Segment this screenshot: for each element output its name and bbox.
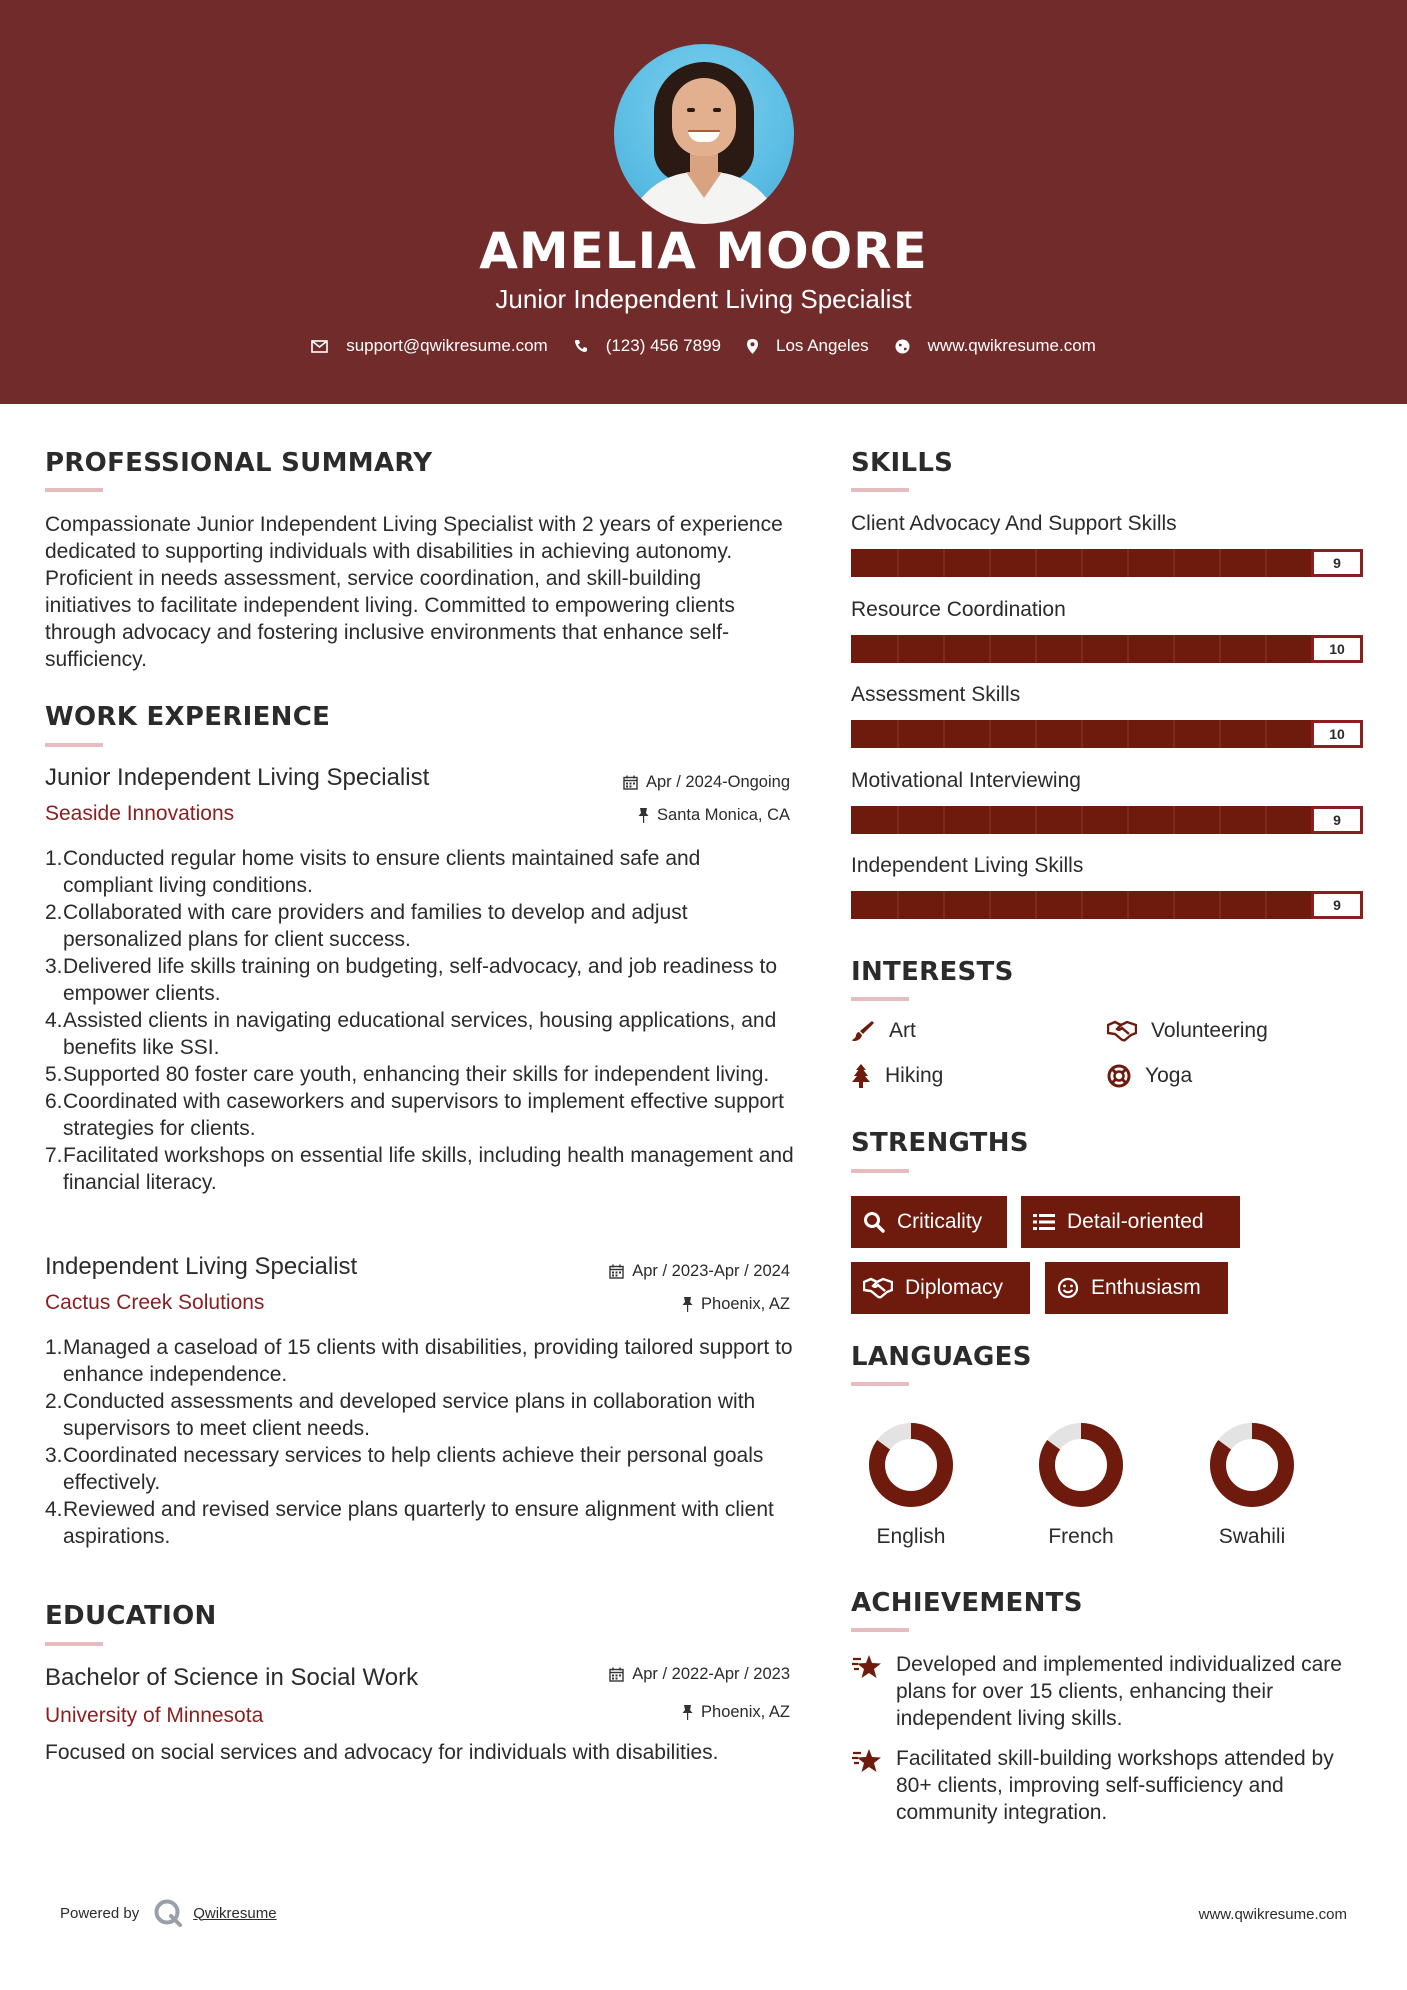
skill-bar-divider xyxy=(1035,549,1037,577)
calendar-icon xyxy=(609,1264,624,1279)
map-pin-icon xyxy=(747,339,758,354)
list-item: 7. Facilitated workshops on essential life skills, including health management and financial literacy. xyxy=(45,1144,794,1194)
smile-icon xyxy=(1057,1277,1079,1299)
skill-level-badge: 10 xyxy=(1311,720,1363,748)
achievement-item: Developed and implemented individualized care plans for over 15 clients, enhancing their independent living skills. xyxy=(896,1653,1342,1730)
skill-bar-divider xyxy=(943,549,945,577)
skill-bar-divider xyxy=(897,549,899,577)
skill-bar-divider xyxy=(1265,720,1267,748)
skill-bar-divider xyxy=(943,720,945,748)
footer-branding xyxy=(60,1898,277,1928)
paintbrush-icon xyxy=(851,1019,875,1043)
list-item: 1. Conducted regular home visits to ensure clients maintained safe and compliant living conditions. xyxy=(45,847,701,897)
lifering-icon xyxy=(1107,1064,1131,1088)
skill-bar-divider xyxy=(1173,720,1175,748)
star-badge-icon xyxy=(851,1653,883,1681)
pin-icon xyxy=(682,1705,693,1720)
candidate-title: Junior Independent Living Specialist xyxy=(495,284,912,314)
section-divider xyxy=(851,1169,909,1173)
skill-bar-divider xyxy=(1173,549,1175,577)
skill-bar-divider xyxy=(897,635,899,663)
skill-bar-divider xyxy=(1173,891,1175,919)
pin-icon xyxy=(682,1297,693,1312)
skill-bar-divider xyxy=(897,806,899,834)
education-date: Apr / 2022-Apr / 2023 xyxy=(490,1665,790,1684)
skill-bar-divider xyxy=(1219,806,1221,834)
star-badge-icon xyxy=(851,1747,883,1775)
contact-location xyxy=(747,336,869,356)
skill-bar-divider xyxy=(1081,635,1083,663)
handshake-icon xyxy=(863,1277,893,1299)
skill-bar-divider xyxy=(1265,806,1267,834)
skill-bar-divider xyxy=(1265,635,1267,663)
handshake-icon xyxy=(1107,1020,1137,1042)
candidate-name: AMELIA MOORE xyxy=(479,222,928,280)
section-divider xyxy=(45,1642,103,1646)
company-name: Seaside Innovations xyxy=(45,802,235,825)
skill-bar-divider xyxy=(989,549,991,577)
skill-bar-divider xyxy=(989,806,991,834)
experience-heading: WORK EXPERIENCE xyxy=(45,702,331,732)
job-date: Apr / 2024-Ongoing xyxy=(490,773,790,792)
job-date: Apr / 2023-Apr / 2024 xyxy=(490,1262,790,1281)
skill-bar-divider xyxy=(1127,806,1129,834)
search-icon xyxy=(863,1211,885,1233)
job-location: Phoenix, AZ xyxy=(490,1295,790,1314)
skill-bar xyxy=(851,720,1363,748)
skill-bar-divider xyxy=(989,891,991,919)
section-divider xyxy=(45,488,103,492)
interest-volunteering: Volunteering xyxy=(1107,1019,1268,1043)
skill-bar-divider xyxy=(1219,549,1221,577)
skill-bar-divider xyxy=(1081,891,1083,919)
summary-text: Compassionate Junior Independent Living Specialist with 2 years of experience dedicated to supporting individuals with disabilities in achieving autonomy. Proficient in needs assessment, service coordination, and skill-building initiatives to facilitate independent living. Committed to empowering clients through advocacy and fostering inclusive environments that enhance self-sufficiency. xyxy=(45,513,783,671)
skill-bar-divider xyxy=(989,635,991,663)
strength-tag: Detail-oriented xyxy=(1021,1196,1240,1248)
interest-yoga: Yoga xyxy=(1107,1064,1192,1088)
skill-bar xyxy=(851,891,1363,919)
skill-bar-divider xyxy=(1081,806,1083,834)
strength-tag: Diplomacy xyxy=(851,1262,1030,1314)
skill-bar-divider xyxy=(1081,720,1083,748)
languages-heading: LANGUAGES xyxy=(851,1342,1032,1372)
skill-bar-divider xyxy=(897,720,899,748)
job-title: Independent Living Specialist xyxy=(45,1253,358,1280)
powered-by-text: Powered by xyxy=(60,1904,140,1922)
job-title: Junior Independent Living Specialist xyxy=(45,764,430,791)
phone-icon xyxy=(574,339,588,353)
list-item: 1. Managed a caseload of 15 clients with disabilities, providing tailored support to enhance independence. xyxy=(45,1336,793,1386)
skill-bar-divider xyxy=(1265,891,1267,919)
education-description: Focused on social services and advocacy for individuals with disabilities. xyxy=(45,1741,719,1764)
job-bullets xyxy=(45,845,795,1196)
skill-bar-divider xyxy=(1173,635,1175,663)
pin-icon xyxy=(638,808,649,823)
list-item: 2. Collaborated with care providers and families to develop and adjust personalized plans for client success. xyxy=(45,901,688,951)
skill-name: Independent Living Skills xyxy=(851,854,1084,877)
language-label: Swahili xyxy=(1218,1525,1286,1548)
skill-bar-divider xyxy=(1219,891,1221,919)
skill-name: Resource Coordination xyxy=(851,597,1066,621)
skill-bar-divider xyxy=(1127,635,1129,663)
calendar-icon xyxy=(623,775,638,790)
skill-bar-divider xyxy=(1035,891,1037,919)
skill-name: Client Advocacy And Support Skills xyxy=(851,512,1177,535)
skill-bar-divider xyxy=(1081,549,1083,577)
skill-bar-divider xyxy=(943,891,945,919)
skill-bar-divider xyxy=(1219,720,1221,748)
list-item: 5. Supported 80 foster care youth, enhancing their skills for independent living. xyxy=(45,1063,770,1086)
skill-bar-divider xyxy=(1173,806,1175,834)
globe-icon xyxy=(895,339,910,354)
section-divider xyxy=(851,1382,909,1386)
skill-bar-divider xyxy=(943,806,945,834)
skill-level-badge: 9 xyxy=(1311,549,1363,577)
skill-name: Motivational Interviewing xyxy=(851,768,1081,792)
job-bullets xyxy=(45,1334,795,1550)
footer-url[interactable]: www.qwikresume.com xyxy=(1198,1906,1347,1923)
skill-bar-divider xyxy=(1265,549,1267,577)
summary-heading: PROFESSIONAL SUMMARY xyxy=(45,448,433,478)
achievement-item: Facilitated skill-building workshops attended by 80+ clients, improving self-sufficiency and community integration. xyxy=(896,1747,1334,1824)
skill-bar-fill xyxy=(851,635,1363,663)
list-item: 6. Coordinated with caseworkers and supervisors to implement effective support strategies for clients. xyxy=(45,1090,784,1140)
phone-text: (123) 456 7899 xyxy=(605,336,722,355)
skill-bar-divider xyxy=(897,891,899,919)
email-text: support@qwikresume.com xyxy=(346,336,548,355)
profile-photo xyxy=(614,44,794,224)
skill-bar-divider xyxy=(1127,549,1129,577)
job-location: Santa Monica, CA xyxy=(490,806,790,825)
strength-tag: Criticality xyxy=(851,1196,1007,1248)
section-divider xyxy=(851,1628,909,1632)
interest-art: Art xyxy=(851,1019,916,1043)
skill-bar-divider xyxy=(1035,720,1037,748)
school-name: University of Minnesota xyxy=(45,1704,264,1727)
resume-header xyxy=(0,0,1407,404)
skill-bar-divider xyxy=(989,720,991,748)
list-icon xyxy=(1033,1213,1055,1231)
skill-bar xyxy=(851,635,1363,663)
skill-bar xyxy=(851,549,1363,577)
achievements-heading: ACHIEVEMENTS xyxy=(851,1588,1083,1618)
location-text: Los Angeles xyxy=(776,336,869,355)
website-text: www.qwikresume.com xyxy=(927,336,1096,355)
skill-level-badge: 9 xyxy=(1311,891,1363,919)
skill-bar-divider xyxy=(943,635,945,663)
list-item: 3. Delivered life skills training on budgeting, self-advocacy, and job readiness to empower clients. xyxy=(45,955,778,1005)
degree-title: Bachelor of Science in Social Work xyxy=(45,1664,419,1691)
list-item: 2. Conducted assessments and developed service plans in collaboration with supervisors to meet client needs. xyxy=(45,1390,756,1440)
interests-heading: INTERESTS xyxy=(851,957,1014,987)
interest-hiking: Hiking xyxy=(851,1064,943,1088)
contact-website[interactable] xyxy=(895,336,1096,356)
section-divider xyxy=(851,488,909,492)
qwikresume-logo-icon xyxy=(153,1898,183,1928)
skill-bar-divider xyxy=(1127,720,1129,748)
list-item: 3. Coordinated necessary services to help clients achieve their personal goals effectively. xyxy=(45,1444,764,1494)
list-item: 4. Assisted clients in navigating educational services, housing applications, and benefits like SSI. xyxy=(45,1009,777,1059)
contact-email[interactable] xyxy=(311,336,548,356)
skill-bar-divider xyxy=(1127,891,1129,919)
strengths-heading: STRENGTHS xyxy=(851,1128,1029,1158)
section-divider xyxy=(851,997,909,1001)
company-name: Cactus Creek Solutions xyxy=(45,1291,265,1314)
education-location: Phoenix, AZ xyxy=(490,1703,790,1722)
list-item: 4. Reviewed and revised service plans quarterly to ensure alignment with client aspirations. xyxy=(45,1498,774,1548)
skill-bar xyxy=(851,806,1363,834)
skill-level-badge: 10 xyxy=(1311,635,1363,663)
skill-bar-fill xyxy=(851,720,1363,748)
skills-heading: SKILLS xyxy=(851,448,954,478)
section-divider xyxy=(45,743,103,747)
brand-link[interactable]: Qwikresume xyxy=(193,1904,277,1922)
skill-level-badge: 9 xyxy=(1311,806,1363,834)
contact-bar xyxy=(0,336,1407,356)
education-heading: EDUCATION xyxy=(45,1601,217,1631)
envelope-icon xyxy=(311,340,328,353)
skill-bar-divider xyxy=(1219,635,1221,663)
tree-icon xyxy=(851,1064,871,1088)
skill-name: Assessment Skills xyxy=(851,683,1021,706)
contact-phone[interactable] xyxy=(574,336,721,356)
strength-tag: Enthusiasm xyxy=(1045,1262,1228,1314)
language-rings xyxy=(851,1415,1321,1515)
language-label: English xyxy=(876,1525,946,1548)
skill-bar-divider xyxy=(1035,806,1037,834)
skill-bar-divider xyxy=(1035,635,1037,663)
language-label: French xyxy=(1048,1525,1114,1548)
calendar-icon xyxy=(609,1667,624,1682)
